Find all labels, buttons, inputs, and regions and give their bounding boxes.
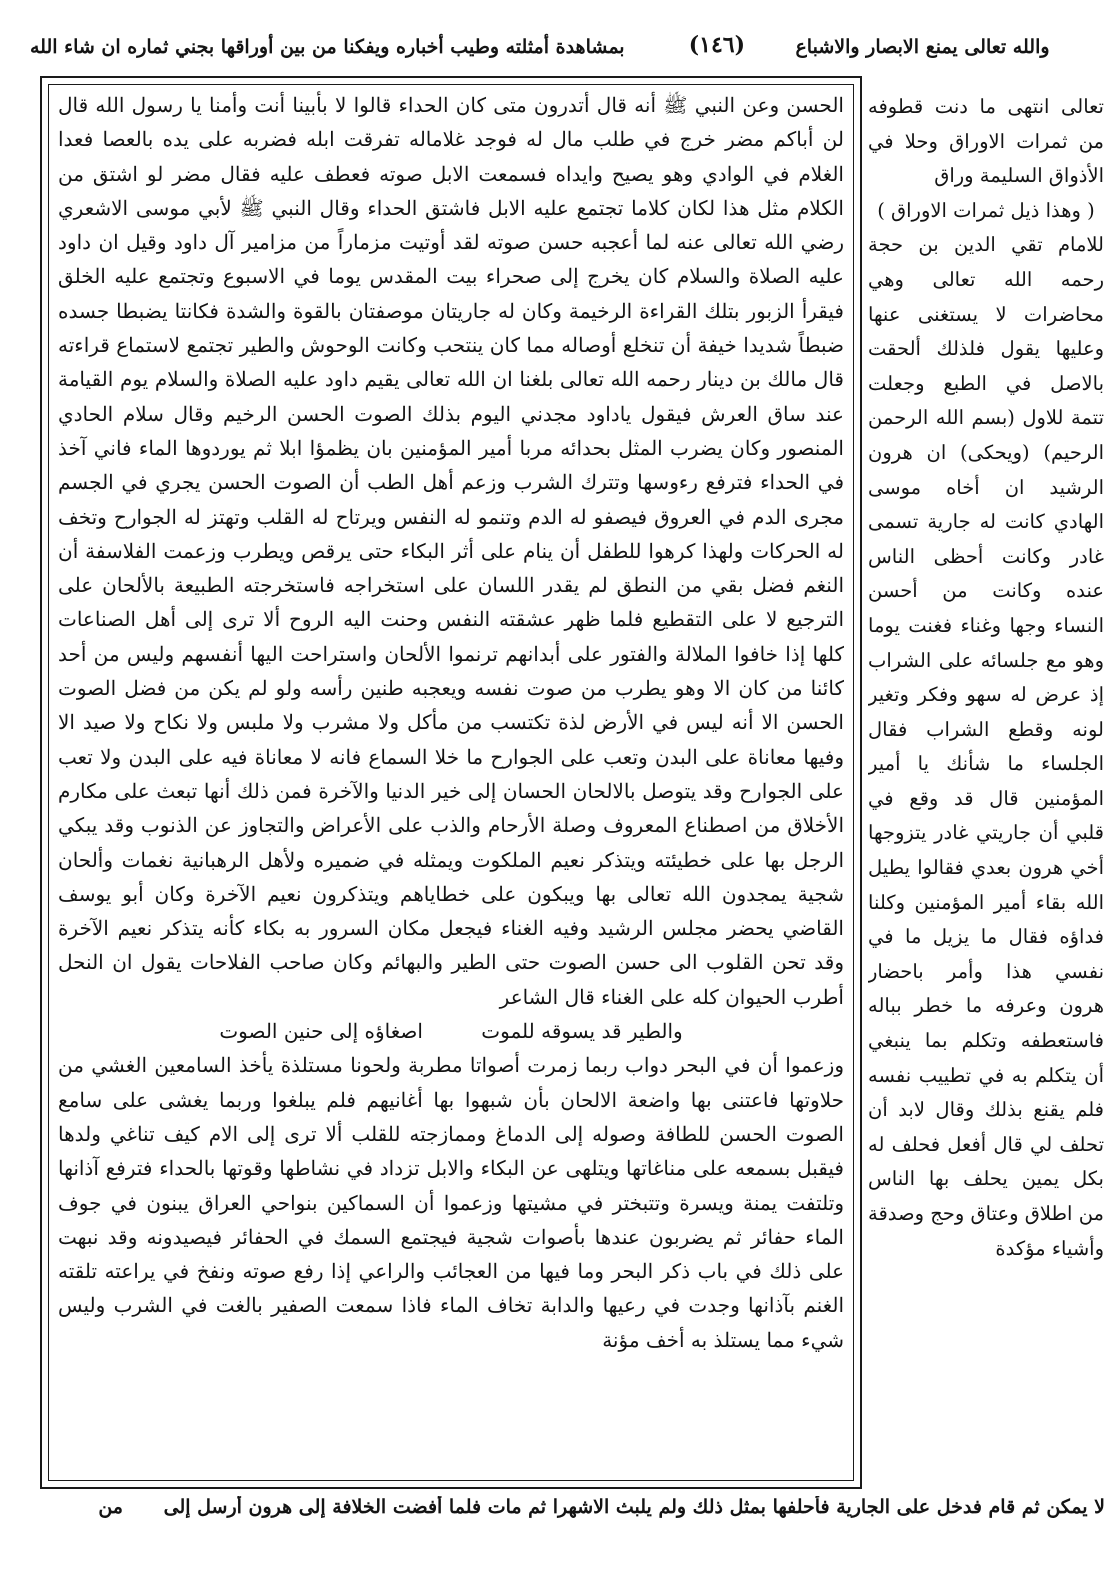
footer-continuation: لا يمكن ثم قام فدخل على الجارية فأحلفها بمثل ذلك ولم يلبث الاشهرا ثم مات فلما أفضت الخلافة إلى هرون أرسل إلى: [163, 1496, 1105, 1518]
verse-first-hemistich: والطير قد يسوقه للموت: [481, 1019, 683, 1044]
margin-body: للامام تقي الدين بن حجة رحمه الله تعالى وهي محاضرات لا يستغنى عنها وعليها يقول فلذلك ألحقت بالاصل في الطبع وجعلت تتمة للاول (بسم الله الرحمن الرحيم) (ويحكى) ان هرون الرشيد ان أخاه موسى الهادي كانت له جارية تسمى غادر وكانت أحظى الناس عنده وكانت من أحسن النساء وجها وغناء فغنت يوما وهو مع جلسائه على الشراب إذ عرض له سهو وفكر وتغير لونه وقطع الشراب فقال الجلساء ما شأنك يا أمير المؤمنين قال قد وقع في قلبي أن جاريتي غادر يتزوجها أخي هرون بعدي فقالوا يطيل الله بقاء أمير المؤمنين وكلنا فداؤه فقال ما يزيل ما في نفسي هذا وأمر باحضار هرون وعرفه ما خطر بباله فاستعطفه وتكلم بما ينبغي أن يتكلم به في تطييب نفسه فلم يقنع بذلك وقال لابد أن تحلف لي قال أفعل فحلف له بكل يمين يحلف بها الناس من اطلاق وعتاق وحج وصدقة وأشياء مؤكدة: [868, 233, 1104, 1260]
header-left-text: بمشاهدة أمثلته وطيب أخباره ويفكنا من بين أوراقها بجني ثماره ان شاء الله: [30, 36, 625, 58]
verse-second-hemistich: اصغاؤه إلى حنين الصوت: [219, 1019, 423, 1044]
footer-line: [85, 1496, 1105, 1518]
page-number: (١٤٦): [688, 32, 745, 58]
main-paragraph-1: الحسن وعن النبي ﷺ أنه قال أتدرون متى كان الحداء قالوا لا بأبينا أنت وأمنا يا رسول الله قال لن أباكم مضر خرج في طلب مال له فوجد غلاماله تفرقت ابله فضربه على يده بالعصا فعدا الغلام في الوادي وهو يصيح وايداه فسمعت الابل صوته فعطف عليه فقال مضر لو اشتق من الكلام مثل هذا لكان كلاما تجتمع عليه الابل فاشتق الحداء وقال النبي ﷺ لأبي موسى الاشعري رضي الله تعالى عنه لما أعجبه حسن صوته لقد أوتيت مزماراً من مزامير آل داود وقيل ان داود عليه الصلاة والسلام كان يخرج إلى صحراء بيت المقدس يوما في الاسبوع وتجتمع عليه الخلق فيقرأ الزبور بتلك القراءة الرخيمة وكان له جاريتان موصفتان بالقوة والشدة فكانتا يضبطا جسده ضبطاً شديدا خيفة أن تنخلع أوصاله مما كان ينتحب وكانت الوحوش والطير تجتمع لاستماع قراءته قال مالك بن دينار رحمه الله تعالى بلغنا ان الله تعالى يقيم داود عليه الصلاة والسلام يوم القيامة عند ساق العرش فيقول ياداود مجدني اليوم بذلك الصوت الحسن الرخيم وقال سلام الحادي المنصور وكان يضرب المثل بحدائه مربا أمير المؤمنين بان يظمؤا ابلا ثم يوردوها الماء فاني آخذ في الحداء فترفع رءوسها وتترك الشرب وزعم أهل الطب أن الصوت الحسن يجري في الجسم مجرى الدم في العروق فيصفو له الدم وتنمو له النفس ويرتاح له القلب وتهتز له الجوارح وتخف له الحركات ولهذا كرهوا للطفل أن ينام على أثر البكاء حتى يرقص ويطرب وزعمت الفلاسفة أن النغم فضل بقي من النطق لم يقدر اللسان على استخراجه فاستخرجته الطبيعة بالألحان على الترجيع لا على التقطيع فلما ظهر عشقته النفس وحنت اليه الروح ألا ترى إلى أهل الصناعات كلها إذا خافوا الملالة والفتور على أبدانهم ترنموا الألحان واستراحت اليها أنفسهم وليس من أحد كائنا من كان الا وهو يطرب من صوت نفسه ويعجبه طنين رأسه ولو لم يكن من فضل الصوت الحسن الا أنه ليس في الأرض لذة تكتسب من مأكل ولا مشرب ولا ملبس ولا نكاح ولا صيد الا وفيها معاناة على البدن وتعب على الجوارح ما خلا السماع فانه لا معاناة فيه على البدن ولا تعب على الجوارح وقد يتوصل بالالحان الحسان إلى خير الدنيا والآخرة فمن ذلك أنها تبعث على مكارم الأخلاق من اصطناع المعروف وصلة الأرحام والذب على الأعراض والتجاوز عن الذنوب وقد يبكي الرجل بها على خطيئته ويتذكر نعيم الملكوت ويمثله في ضميره ولأهل الرهبانية نغمات وألحان شجية يمجدون الله تعالى بها ويبكون على خطاياهم ويتذكرون نعيم الآخرة وكان أبو يوسف القاضي يحضر مجلس الرشيد وفيه الغناء فيجعل مكان السرور به بكاء كأنه يتذكر نعيم الآخرة وقد تحن القلوب الى حسن الصوت حتى الطير والبهائم وكان صاحب الفلاحات يقول ان النحل أطرب الحيوان كله على الغناء قال الشاعر: [58, 93, 844, 1009]
running-header: [30, 32, 1090, 72]
header-right-text: والله تعالى يمنع الابصار والاشباع: [795, 36, 1050, 58]
main-paragraph-2: وزعموا أن في البحر دواب ربما زمرت أصواتا مطربة ولحونا مستلذة يأخذ السامعين الغشي من حلاوتها فاعتنى بها واضعة الالحان بأن شبهوا بها أغانيهم فلم يبلغوا وربما يغشى على سامع الصوت الحسن للطافة وصوله إلى الدماغ وممازجته للقلب ألا ترى إلى الام كيف تناغي ولدها فيقبل بسمعه على مناغاتها ويتلهى عن البكاء والابل تزداد في نشاطها وقوتها بالحداء فترفع آذانها وتلتفت يمنة ويسرة وتتبختر في مشيتها وزعموا أن السماكين بنواحي العراق يبنون في جوف الماء حفائر ثم يضربون عندها بأصوات شجية فيجتمع السمك في الحفائر فيصيدونه وقد نبهت على ذلك في باب ذكر البحر وما فيها من العجائب والراعي إذا رفع صوته ونفخ في يراعته تلقته الغنم بآذانها وجدت في رعيها والدابة تخاف الماء فاذا سمعت الصفير بالغت في الشرب وليس شيء مما يستلذ به أخف مؤنة: [58, 1053, 844, 1352]
poetry-verse: [58, 1014, 844, 1048]
margin-opening: تعالى انتهى ما دنت قطوفه من ثمرات الاوراق وحلا في الأذواق السليمة وراق: [868, 95, 1104, 188]
margin-column: [868, 90, 1104, 1485]
catchword: من: [98, 1496, 123, 1518]
margin-section-title: ( وهذا ذيل ثمرات الاوراق ): [877, 198, 1095, 222]
main-text-block: [58, 88, 844, 1478]
